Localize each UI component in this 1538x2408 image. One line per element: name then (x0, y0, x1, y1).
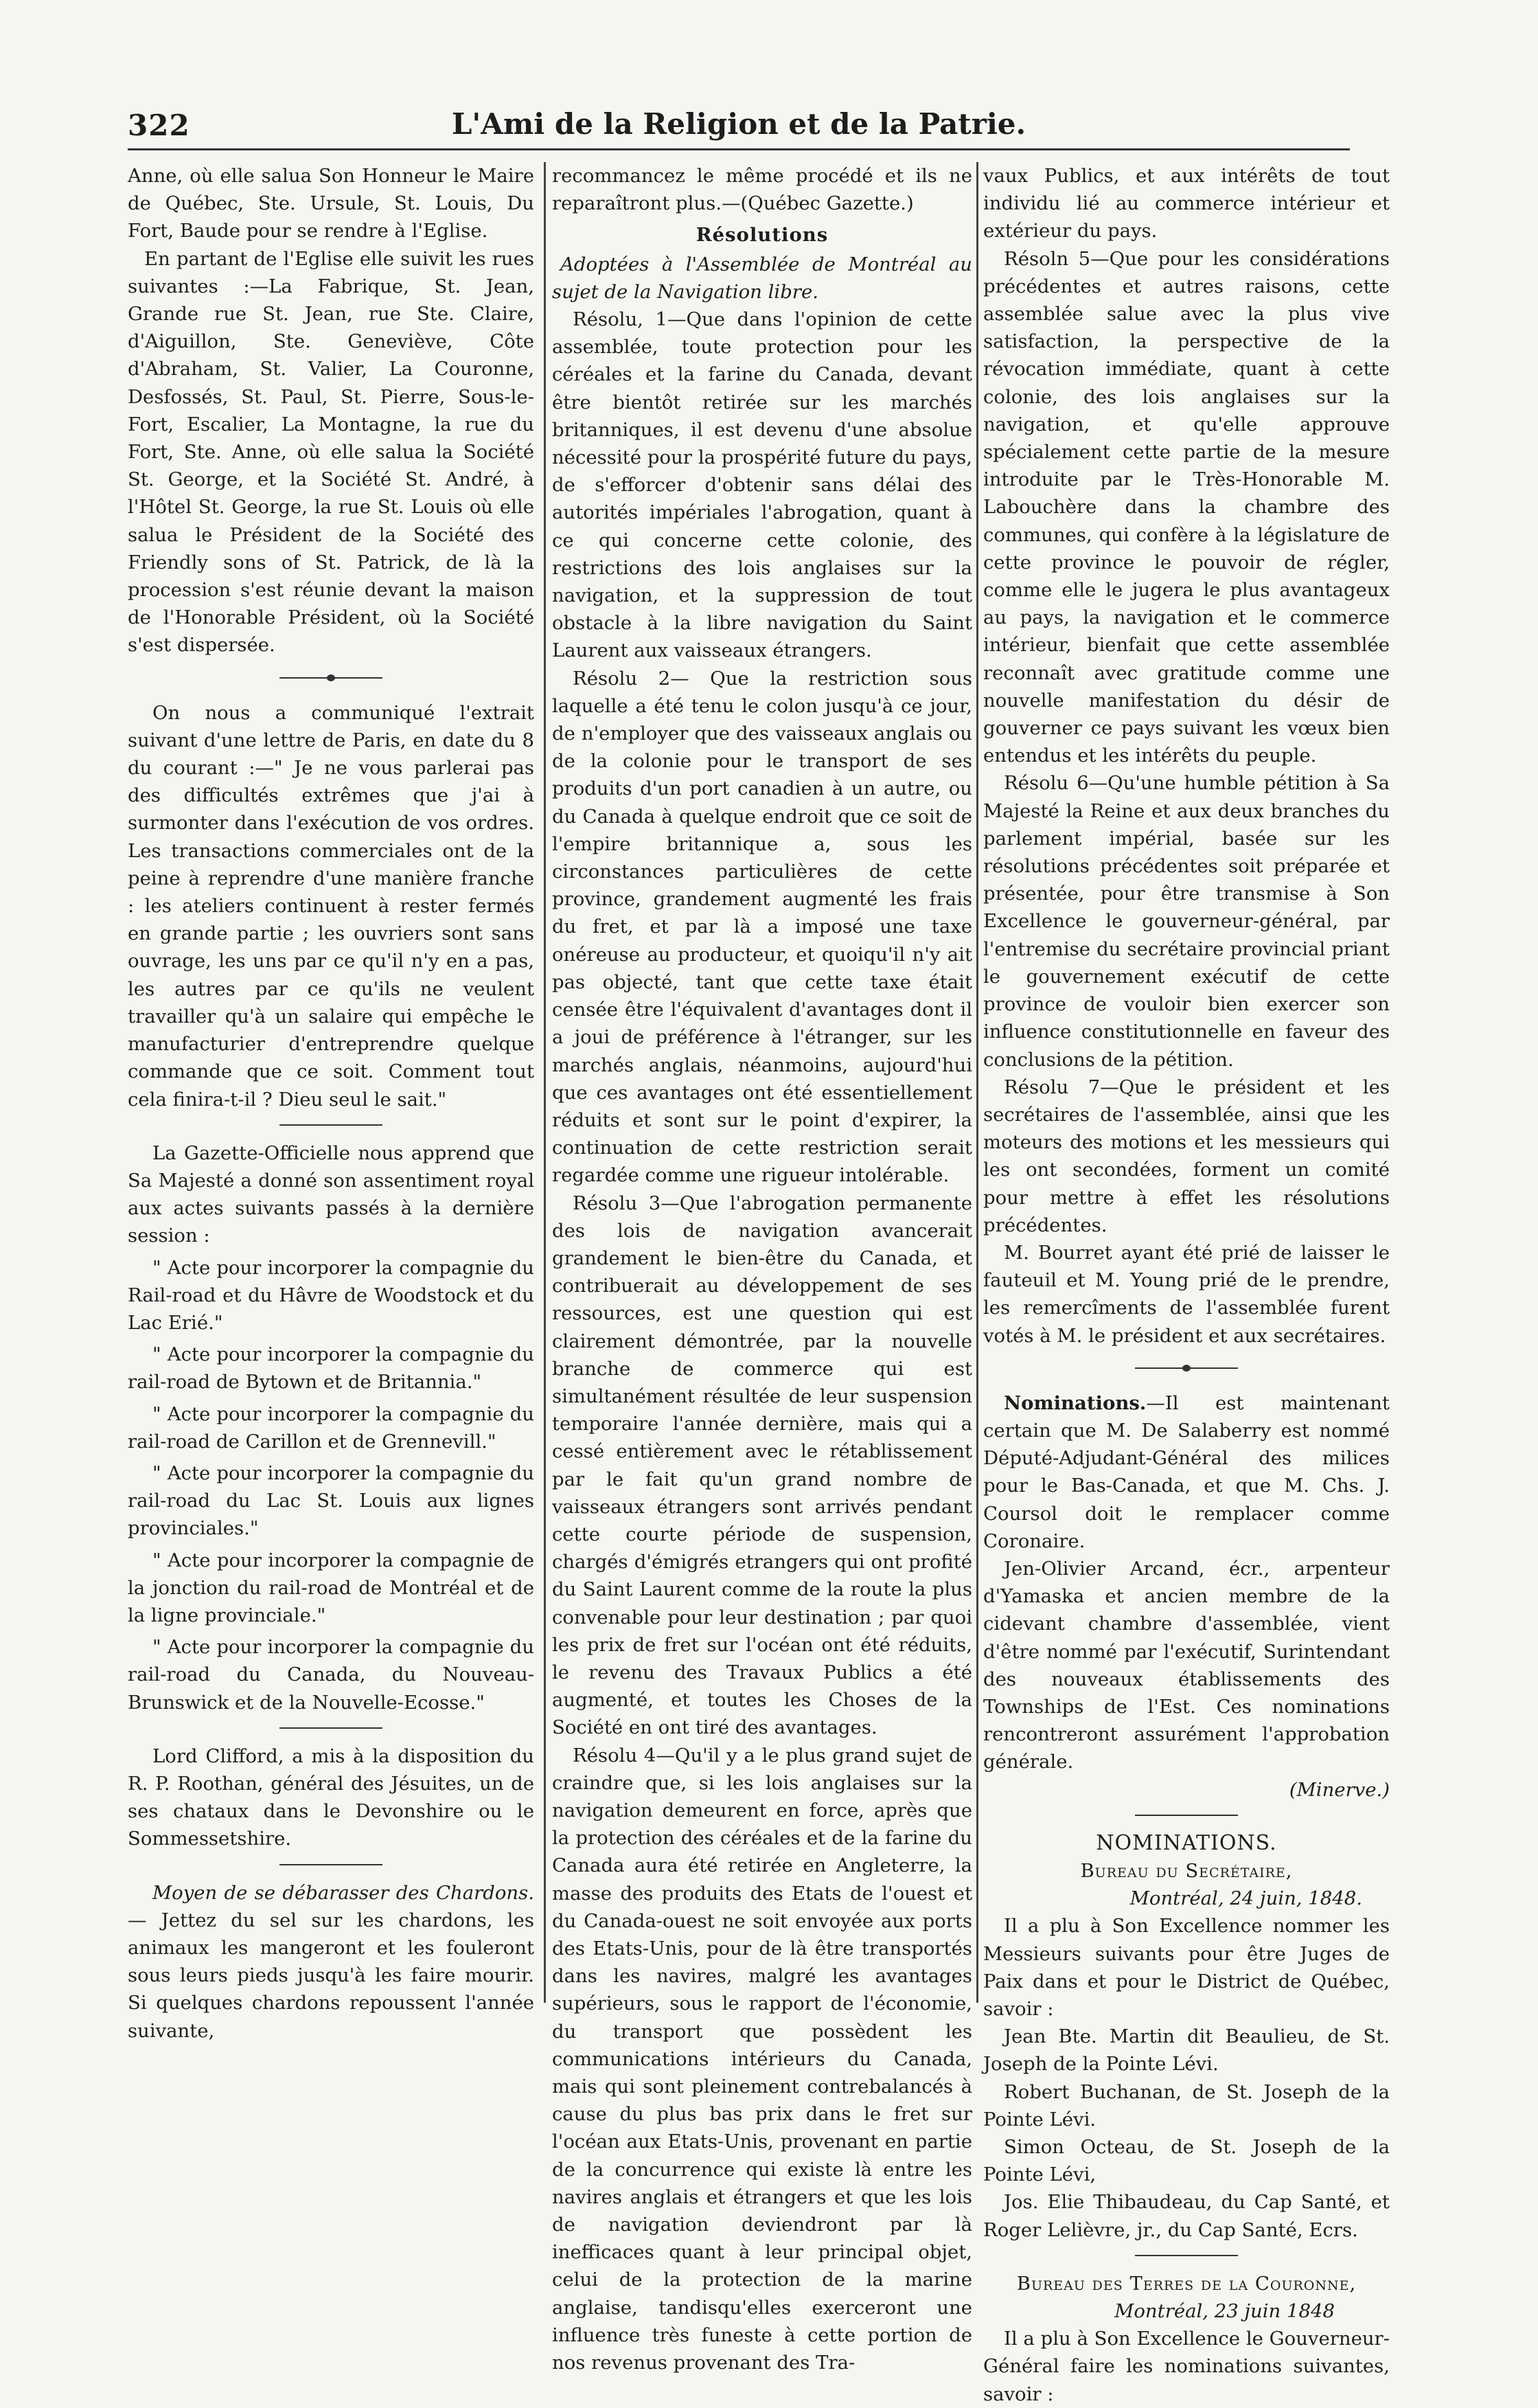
page-number: 322 (128, 109, 190, 142)
resolution: Résolu 3—Que l'abrogation permanente des lois de navigation avancerait grandement le bien-être du Canada, et contribuerait au développement de ses ressources, est une question qui est clairement démontrée, par la nouvelle branche de commerce qui est simultanément résultée de leur suspension temporaire l'année dernière, mais qui a cessé entièrement avec le rétablissement par le fait qu'un grand nombre de vaisseaux étrangers sont arrivés pendant cette courte période de suspension, chargés d'émigrés etrangers qui ont profité du Saint Laurent comme de la route la plus convenable pour leur destination ; par quoi les prix de fret sur l'océan ont été réduits, le revenu des Travaux Publics a été augmenté, et toutes les Choses de la Société en ont tiré des avantages. (552, 1192, 978, 1739)
article-paragraph: recommancez le même procédé et ils ne reparaîtront plus.—(Québec Gazette.) (552, 165, 978, 215)
article-paragraph: Il a plu à Son Excellence nommer les Messieurs suivants pour être Juges de Paix dans et pour le District de Québec, savoir : (983, 1915, 1396, 2020)
column-left (128, 162, 540, 2042)
article-text: —Il est maintenant certain que M. De Salaberry est nommé Député-Adjudant-Général des milices pour le Bas-Canada, et que M. Chs. J. Coursol doit le remplacer comme Coronaire. (983, 1392, 1396, 1552)
separator (279, 1124, 382, 1126)
column-right (983, 162, 1396, 2405)
running-title: L'Ami de la Religion et de la Patrie. (451, 107, 1026, 141)
bureau-heading: Bureau des Terres de la Couronne, (1016, 2272, 1357, 2295)
page-header (128, 103, 1350, 158)
dateline: Montréal, 24 juin, 1848. (1129, 1887, 1362, 1910)
article-paragraph: Jen-Olivier Arcand, écr., arpenteur d'Yamaska et ancien membre de la cidevant chambre d'assemblée, vient d'être nommé par l'exécutif, Surintendant des nouveaux établissements des Townships de l'Est. Ces nominations rencontreront assurément l'approbation générale. (983, 1557, 1396, 1773)
article-text: — Jettez du sel sur les chardons, les animaux les mangeront et les fouleront sous leurs pieds jusqu'à les faire mourir. Si quelques chardons repoussent l'année suivante, (128, 1909, 540, 2042)
separator (279, 1864, 382, 1865)
list-item: Jos. Elie Thibaudeau, du Cap Santé, et Roger Lelièvre, jr., du Cap Santé, Ecrs. (983, 2191, 1396, 2241)
dateline: Montréal, 23 juin 1848 (1114, 2300, 1335, 2323)
article-paragraph: On nous a communiqué l'extrait suivant d'une lettre de Paris, en date du 8 du courant :—" Je ne vous parlerai pas des difficultés extrêmes que j'ai à surmonter dans l'exécution de vos ordres. Les transactions commerciales ont de la peine à reprendre d'une manière franche : les ateliers continuent à rester fermés en grande partie ; les ouvriers sont sans ouvrage, les uns par ce qu'il n'y en a pas, les autres par ce qu'ils ne veulent travailler qu'à un salaire qui empêche le manufacturier d'entreprendre quelque commande que ce soit. Comment tout cela finira-t-il ? Dieu seul le sait." (128, 701, 540, 1111)
article-paragraph: M. Bourret ayant été prié de laisser le fauteuil et M. Young prié de le prendre, les remercîments de l'assemblée furent votés à M. le président et aux secrétaires. (983, 1241, 1396, 1347)
bureau-heading: Bureau du Secrétaire, (1080, 1859, 1293, 1882)
article-paragraph (128, 1879, 540, 2045)
list-item: Robert Buchanan, de St. Joseph de la Pointe Lévi. (983, 2080, 1396, 2131)
source-credit: (Minerve.) (1289, 1778, 1390, 1801)
separator (279, 1727, 382, 1729)
article-paragraph: En partant de l'Eglise elle suivit les rues suivantes :—La Fabrique, St. Jean, Grande rue St. Jean, rue Ste. Claire, d'Aiguillon, Ste. Geneviève, Côte d'Abraham, St. Valier, La Couronne, Desfossés, St. Paul, St. Pierre, Sous-le-Fort, Escalier, La Montagne, la rue du Fort, Ste. Anne, où elle salua la Société St. George, et la Société St. André, à l'Hôtel St. George, la rue St. Louis où elle salua le Président de la Société des Friendly sons of St. Patrick, de là la procession s'est réunie devant la maison de l'Honorable Président, où la Société s'est dispersée. (128, 247, 540, 657)
act-item: " Acte pour incorporer la compagnie du rail-road de Carillon et de Grennevill." (128, 1402, 540, 1453)
list-item: Jean Bte. Martin dit Beaulieu, de St. Joseph de la Pointe Lévi. (983, 2025, 1396, 2076)
act-item: " Acte pour incorporer la compagnie du rail-road du Lac St. Louis aux lignes provinciales." (128, 1462, 540, 1540)
resolution: Résolu 4—Qu'il y a le plus grand sujet de craindre que, si les lois anglaises sur la navigation demeurent en force, après que la protection des céréales et de la farine du Canada aura été retirée en Angleterre, la masse des produits des Etats de l'ouest et du Canada-ouest ne soit envoyée aux ports des Etats-Unis, pour de là être transportés dans les navires, malgré les avantages supérieurs, sous le rapport de l'économie, du transport que possèdent les communications intérieurs du Canada, mais qui sont pleinement contrebalancés à cause du plus bas prix dans le fret sur l'océan aux Etats-Unis, provenant en partie de la concurrence qui existe là entre les navires anglais et étrangers et que les lois de navigation deviendront par là inefficaces quant à leur principal objet, celui de la protection de la marine anglaise, tandisqu'elles exerceront une influence très funeste à cette portion de nos revenus provenant des Tra- (552, 1744, 978, 2374)
separator (1135, 2255, 1238, 2256)
article-lead: Nominations. (1004, 1392, 1147, 1414)
resolution: Résolu 6—Qu'une humble pétition à Sa Majesté la Reine et aux deux branches du parlement impérial, basée sur les résolutions précédentes soit préparée et présentée, pour être transmise à Son Excellence le gouverneur-général, par l'entremise du secrétaire provincial priant le gouvernement exécutif de cette province de vouloir bien exercer son influence constitutionnelle en faveur des conclusions de la pétition. (983, 772, 1396, 1071)
resolution: Résolu 2— Que la restriction sous laquelle a été tenu le colon jusqu'à ce jour, de n'employer que des vaisseaux anglais ou de la colonie pour le transport de ses produits d'un port canadien à un autre, ou du Canada à quelque endroit que ce soit de l'empire britannique a, sous les circonstances particulières de cette province, grandement augmenté les frais du fret, et par là a imposé une taxe onéreuse au producteur, et quoiqu'il n'y ait pas objecté, tant que cette taxe était censée être l'équivalent d'avantages dont il a joui de préférence à l'étranger, sur les marchés anglais, néanmoins, aujourd'hui que ces avantages ont été essentiellement réduits et sont sur le point d'expirer, la continuation de cette restriction serait regardée comme une rigueur intolérable. (552, 667, 978, 1187)
resolution: Résolu, 1—Que dans l'opinion de cette assemblée, toute protection pour les céréales et la farine du Canada, devant être bientôt retirée sur les marchés britanniques, il est devenu d'une absolue nécessité pour la prospérité future du pays, de s'efforcer d'obtenir sans délai des autorités impériales l'abrogation, quant à ce qui concerne cette colonie, des restrictions des lois anglaises sur la navigation, et la suppression de tout obstacle à la libre navigation du Saint Laurent aux vaisseaux étrangers. (552, 308, 978, 662)
article-paragraph (983, 1389, 1396, 1555)
act-item: " Acte pour incorporer la compagnie du rail-road de Bytown et de Britannia." (128, 1343, 540, 1394)
list-item: Simon Octeau, de St. Joseph de la Pointe Lévi, (983, 2136, 1396, 2186)
section-title: Résolutions (696, 224, 829, 247)
article-paragraph: La Gazette-Officielle nous apprend que Sa Majesté a donné son assentiment royal aux actes suivants passés à la dernière session : (128, 1141, 540, 1247)
article-paragraph: Il a plu à Son Excellence le Gouverneur-Général faire les nominations suivantes, savoir : (983, 2328, 1396, 2405)
separator (1135, 1815, 1238, 1816)
header-rule (128, 148, 1350, 150)
column-middle (552, 162, 978, 2374)
article-paragraph: Anne, où elle salua Son Honneur le Maire de Québec, Ste. Ursule, St. Louis, Du Fort, Baude pour se rendre à l'Eglise. (128, 165, 540, 242)
column-divider (544, 162, 546, 2003)
act-item: " Acte pour incorporer la compagnie du Rail-road et du Hâvre de Woodstock et du Lac Erié." (128, 1256, 540, 1334)
resolution: Résolu 7—Que le président et les secrétaires de l'assemblée, ainsi que les moteurs des motions et les messieurs qui les ont secondées, forment un comité pour mettre à effet les résolutions précédentes. (983, 1076, 1396, 1236)
section-subtitle: Adoptées à l'Assemblée de Montréal au sujet de la Navigation libre. (552, 253, 978, 303)
ornamental-separator (279, 677, 382, 679)
article-paragraph: vaux Publics, et aux intérêts de tout individu lié au commerce intérieur et extérieur du pays. (983, 165, 1396, 242)
article-paragraph: Lord Clifford, a mis à la disposition du R. P. Roothan, général des Jésuites, un de ses chataux dans le Devonshire ou le Sommessetshire. (128, 1745, 540, 1850)
resolution: Résoln 5—Que pour les considérations précédentes et autres raisons, cette assemblée salue avec la plus vive satisfaction, la perspective de la révocation immédiate, quant à cette colonie, des lois anglaises sur la navigation, et qu'elle approuve spécialement cette partie de la mesure introduite par le Très-Honorable M. Labouchère dans la chambre des communes, qui confère à la législature de cette province le pouvoir de régler, comme elle le jugera le plus avantageux au pays, la navigation et le commerce intérieur, bienfait que cette assemblée reconnaît avec gratitude comme une nouvelle manifestation du désir de gouverner ce pays suivant les vœux bien entendus et les intérêts du peuple. (983, 247, 1396, 767)
act-item: " Acte pour incorporer la compagnie du rail-road du Canada, du Nouveau-Brunswick et de la Nouvelle-Ecosse." (128, 1636, 540, 1714)
section-title: NOMINATIONS. (1096, 1830, 1277, 1855)
article-title: Moyen de se débarasser des Chardons. (152, 1881, 534, 1904)
act-item: " Acte pour incorporer la compagnie de la jonction du rail-road de Montréal et de la ligne provinciale." (128, 1549, 540, 1626)
ornamental-separator (1135, 1367, 1238, 1369)
